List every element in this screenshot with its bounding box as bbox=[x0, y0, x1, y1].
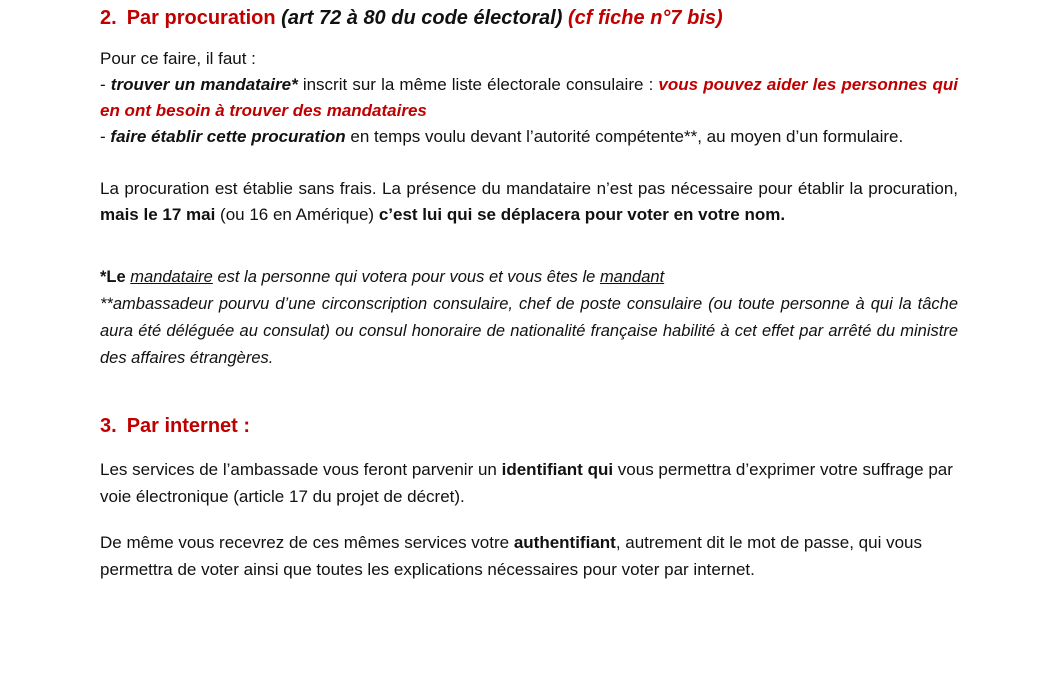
footnote-middle-text: est la personne qui votera pour vous et vous êtes le bbox=[217, 268, 596, 286]
section-2-ref-legal: (art 72 à 80 du code électoral) bbox=[281, 7, 563, 29]
paragraph-bold-authentifiant: authentifiant bbox=[513, 533, 616, 552]
section-2-heading bbox=[100, 6, 958, 30]
paragraph-text: vous permettra d’exprimer votre suffrage par voie électronique (article 17 du projet de décret). bbox=[100, 460, 953, 506]
paragraph-authentifiant bbox=[100, 529, 958, 583]
bullet-dash: - bbox=[100, 75, 106, 94]
footnote-term-mandataire: mandataire bbox=[130, 268, 213, 286]
section-3-heading bbox=[100, 414, 958, 438]
footnote-star: *Le bbox=[100, 268, 126, 286]
paragraph-text: Les services de l’ambassade vous feront parvenir un bbox=[100, 460, 497, 479]
section-2-ref-fiche: (cf fiche n°7 bis) bbox=[567, 7, 723, 29]
paragraph-identifiant bbox=[100, 456, 958, 510]
intro-line: Pour ce faire, il faut : bbox=[100, 49, 256, 68]
footnotes-block bbox=[100, 264, 958, 372]
section-2-title: Par procuration bbox=[126, 7, 276, 29]
bullet-lead-bold: faire établir cette procuration bbox=[110, 127, 346, 146]
bullet-dash: - bbox=[100, 127, 106, 146]
footnote-mandataire bbox=[100, 264, 958, 291]
bullet-middle-text: inscrit sur la même liste électorale consulaire : bbox=[302, 75, 654, 94]
bullet-rest-text: en temps voulu devant l’autorité compétente**, au moyen d’un formulaire. bbox=[350, 127, 904, 146]
section-2-number: 2. bbox=[100, 7, 117, 29]
paragraph-text: La procuration est établie sans frais. La présence du mandataire n’est pas nécessaire pour établir la procuration, bbox=[100, 179, 958, 198]
paragraph-text: , autrement dit le mot de passe, qui vous permettra de voter ainsi que toutes les explications nécessaires pour voter par internet. bbox=[100, 533, 922, 579]
paragraph-text: (ou 16 en Amérique) bbox=[220, 205, 375, 224]
bullet-faire-etablir bbox=[100, 124, 958, 150]
bullet-trouver-mandataire bbox=[100, 72, 958, 124]
paragraph-text: De même vous recevrez de ces mêmes services votre bbox=[100, 533, 510, 552]
bullet-lead-bold: trouver un mandataire* bbox=[110, 75, 298, 94]
paragraph-bold-deplacera: c’est lui qui se déplacera pour voter en votre nom. bbox=[378, 205, 786, 224]
section-3-title: Par internet : bbox=[126, 415, 251, 437]
paragraph-bold-identifiant: identifiant qui bbox=[501, 460, 614, 479]
footnote-ambassadeur: **ambassadeur pourvu d’une circonscription consulaire, chef de poste consulaire (ou toute personne à qui la tâche aura été déléguée au consulat) ou consul honoraire de nationalité française habilité à cet effet par arrêté du ministre des affaires étrangères. bbox=[100, 295, 958, 367]
bullet-red-highlight: vous pouvez aider les personnes qui en ont besoin à trouver des mandataires bbox=[100, 75, 958, 120]
section-3-number: 3. bbox=[100, 415, 117, 437]
paragraph-procuration-frais bbox=[100, 176, 958, 228]
paragraph-bold-date: mais le 17 mai bbox=[100, 205, 216, 224]
footnote-term-mandant: mandant bbox=[599, 268, 665, 286]
